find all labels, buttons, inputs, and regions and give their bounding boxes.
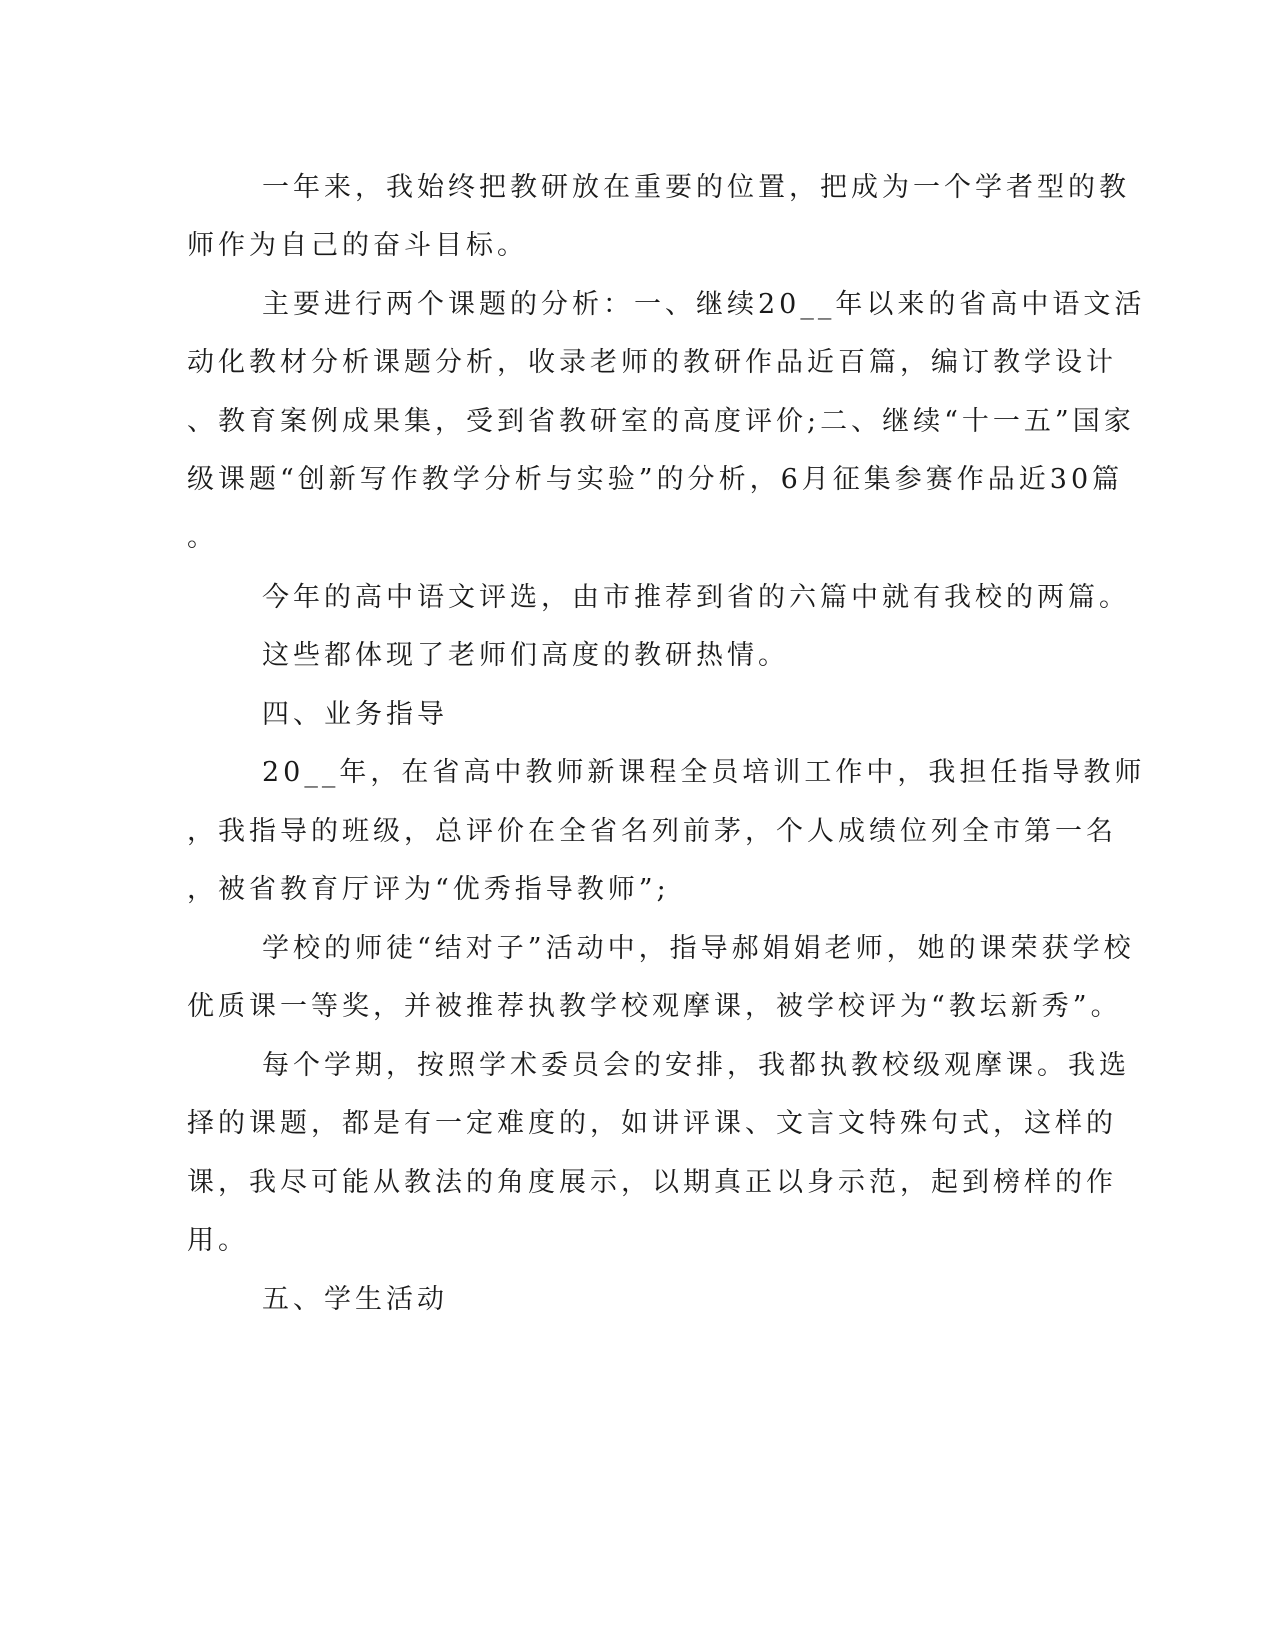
paragraph-line: 。: [187, 522, 218, 553]
paragraph-line: ，被省教育厅评为“优秀指导教师”;: [187, 874, 670, 905]
paragraph-line: 优质课一等奖，并被推荐执教学校观摩课，被学校评为“教坛新秀”。: [187, 991, 1122, 1022]
paragraph-line: 学校的师徒“结对子”活动中，指导郝娟娟老师，她的课荣获学校: [262, 933, 1135, 964]
section-heading: 五、学生活动: [262, 1284, 448, 1315]
paragraph-line: 、教育案例成果集，受到省教研室的高度评价;二、继续“十一五”国家: [187, 406, 1135, 437]
paragraph-line: 这些都体现了老师们高度的教研热情。: [262, 640, 789, 671]
paragraph-line: 用。: [187, 1225, 249, 1256]
paragraph-line: 每个学期，按照学术委员会的安排，我都执教校级观摩课。我选: [262, 1050, 1130, 1081]
paragraph-line: ，我指导的班级，总评价在全省名列前茅，个人成绩位列全市第一名: [187, 816, 1117, 847]
section-heading: 四、业务指导: [262, 699, 448, 730]
paragraph-line: 师作为自己的奋斗目标。: [187, 230, 528, 261]
paragraph-line: 一年来，我始终把教研放在重要的位置，把成为一个学者型的教: [262, 172, 1130, 203]
paragraph-line: 20__年，在省高中教师新课程全员培训工作中，我担任指导教师: [262, 757, 1146, 788]
paragraph-line: 择的课题，都是有一定难度的，如讲评课、文言文特殊句式，这样的: [187, 1108, 1117, 1139]
paragraph-line: 级课题“创新写作教学分析与实验”的分析，6月征集参赛作品近30篇: [187, 464, 1124, 495]
paragraph-line: 主要进行两个课题的分析：一、继续20__年以来的省高中语文活: [262, 289, 1146, 320]
paragraph-line: 今年的高中语文评选，由市推荐到省的六篇中就有我校的两篇。: [262, 582, 1130, 613]
paragraph-line: 动化教材分析课题分析，收录老师的教研作品近百篇，编订教学设计: [187, 347, 1117, 378]
paragraph-line: 课，我尽可能从教法的角度展示，以期真正以身示范，起到榜样的作: [187, 1167, 1117, 1198]
